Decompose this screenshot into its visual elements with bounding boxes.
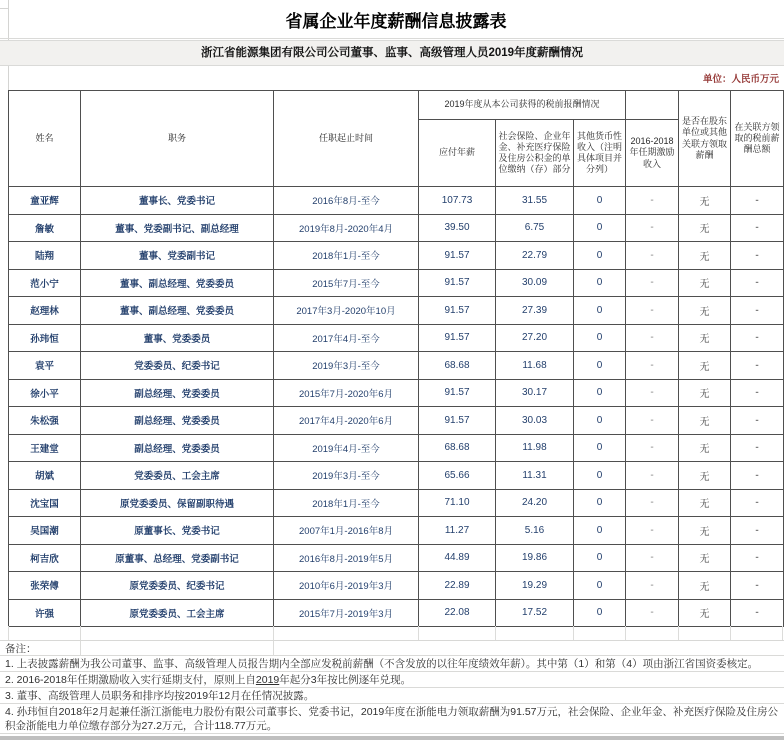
cell-insurance: 30.09 — [496, 269, 574, 297]
notes-label — [0, 641, 784, 656]
cell-position: 副总经理、党委委员 — [81, 434, 274, 462]
notes-label-text: 备注： — [5, 643, 37, 655]
cell-name: 沈宝国 — [9, 489, 81, 517]
cell-related-total: - — [731, 407, 784, 435]
cell-incentive: - — [626, 379, 679, 407]
cell-salary: 91.57 — [419, 242, 496, 270]
table-row — [9, 242, 784, 270]
cell-related-party: 无 — [679, 324, 731, 352]
cell-other-income: 0 — [574, 187, 626, 215]
table-row — [9, 572, 784, 600]
cell-related-total: - — [731, 544, 784, 572]
table-row — [9, 517, 784, 545]
cell-salary: 71.10 — [419, 489, 496, 517]
cell-related-party: 无 — [679, 544, 731, 572]
cell-related-party: 无 — [679, 572, 731, 600]
cell-term: 2019年4月-至今 — [274, 434, 419, 462]
table-row — [9, 214, 784, 242]
cell-name: 吴国潮 — [9, 517, 81, 545]
cell-other-income: 0 — [574, 572, 626, 600]
cell-name: 范小宁 — [9, 269, 81, 297]
page-title: 省属企业年度薪酬信息披露表 — [285, 12, 507, 31]
cell-insurance: 30.03 — [496, 407, 574, 435]
cell-position: 原党委委员、纪委书记 — [81, 572, 274, 600]
cell-insurance: 11.68 — [496, 352, 574, 380]
cell-term: 2017年3月-2020年10月 — [274, 297, 419, 325]
cell-position: 原党委委员、保留副职待遇 — [81, 489, 274, 517]
cell-position: 原董事长、党委书记 — [81, 517, 274, 545]
note-item-1 — [0, 656, 784, 672]
note-item-4 — [0, 704, 784, 734]
cell-incentive: - — [626, 269, 679, 297]
table-row — [9, 434, 784, 462]
cell-name: 赵理林 — [9, 297, 81, 325]
cell-insurance: 6.75 — [496, 214, 574, 242]
cell-position: 副总经理、党委委员 — [81, 407, 274, 435]
cell-related-total: - — [731, 242, 784, 270]
table-row — [9, 187, 784, 215]
cell-insurance: 24.20 — [496, 489, 574, 517]
header-position: 职务 — [81, 91, 274, 187]
cell-name: 孙玮恒 — [9, 324, 81, 352]
cell-position: 董事、党委副书记、副总经理 — [81, 214, 274, 242]
cell-incentive: - — [626, 572, 679, 600]
note-text: 年起分3年按比例逐年兑现。 — [279, 674, 412, 686]
cell-other-income: 0 — [574, 214, 626, 242]
table-row — [9, 297, 784, 325]
cell-incentive: - — [626, 544, 679, 572]
cell-other-income: 0 — [574, 297, 626, 325]
cell-related-party: 无 — [679, 434, 731, 462]
cell-term: 2019年8月-2020年4月 — [274, 214, 419, 242]
cell-other-income: 0 — [574, 462, 626, 490]
cell-related-total: - — [731, 462, 784, 490]
cell-name: 徐小平 — [9, 379, 81, 407]
cell-other-income: 0 — [574, 544, 626, 572]
cell-related-party: 无 — [679, 187, 731, 215]
cell-position: 董事、党委副书记 — [81, 242, 274, 270]
cell-term: 2015年7月-2019年3月 — [274, 599, 419, 627]
cell-incentive: - — [626, 434, 679, 462]
cell-name: 胡斌 — [9, 462, 81, 490]
cell-salary: 91.57 — [419, 297, 496, 325]
cell-salary: 11.27 — [419, 517, 496, 545]
corner-gridline — [0, 8, 8, 9]
cell-related-total: - — [731, 214, 784, 242]
cell-other-income: 0 — [574, 517, 626, 545]
cell-related-total: - — [731, 352, 784, 380]
cell-position: 原党委委员、工会主席 — [81, 599, 274, 627]
cell-insurance: 11.98 — [496, 434, 574, 462]
column-gridline — [418, 626, 419, 640]
cell-name: 张荣傅 — [9, 572, 81, 600]
cell-position: 党委委员、工会主席 — [81, 462, 274, 490]
cell-position: 董事、副总经理、党委委员 — [81, 269, 274, 297]
column-gridline — [678, 626, 679, 640]
cell-incentive: - — [626, 187, 679, 215]
cell-name: 许强 — [9, 599, 81, 627]
cell-salary: 91.57 — [419, 407, 496, 435]
cell-incentive: - — [626, 214, 679, 242]
cell-related-party: 无 — [679, 297, 731, 325]
unit-note: 单位：人民币万元 — [702, 74, 779, 85]
cell-related-total: - — [731, 434, 784, 462]
column-gridline — [573, 626, 574, 640]
note-text: 2. 2016-2018年任期激励收入实行延期支付，原则上自 — [5, 674, 256, 686]
cell-position: 董事长、党委书记 — [81, 187, 274, 215]
note-text: 1. 上表披露薪酬为我公司董事、监事、高级管理人员报告期内全部应发税前薪酬（不含发放的以往年度绩效年薪）。其中第（1）和第（4）项由浙江省国资委核定。 — [5, 658, 759, 670]
cell-term: 2018年1月-至今 — [274, 489, 419, 517]
header-insurance: 社会保险、企业年金、补充医疗保险及住房公积金的单位缴纳（存）部分 — [496, 120, 574, 187]
cell-salary: 107.73 — [419, 187, 496, 215]
cell-related-party: 无 — [679, 407, 731, 435]
table-row — [9, 352, 784, 380]
salary-table-body — [9, 187, 784, 627]
cell-incentive: - — [626, 462, 679, 490]
column-gridline — [495, 626, 496, 640]
cell-salary: 91.57 — [419, 379, 496, 407]
cell-insurance: 27.39 — [496, 297, 574, 325]
column-gridline — [273, 626, 274, 640]
cell-related-total: - — [731, 269, 784, 297]
cell-name: 朱松强 — [9, 407, 81, 435]
cell-related-total: - — [731, 599, 784, 627]
cell-position: 党委委员、纪委书记 — [81, 352, 274, 380]
note-text: 4. 孙玮恒自2018年2月起兼任浙江浙能电力股份有限公司董事长、党委书记，2019年度在浙能电力领取薪酬为91.57万元，社会保险、企业年金、补充医疗保险及住房公积金浙能电力单位缴存部分为27.2万元，合计118.77万元。 — [5, 706, 779, 732]
cell-insurance: 19.86 — [496, 544, 574, 572]
cell-related-party: 无 — [679, 379, 731, 407]
column-gridline — [80, 626, 81, 640]
header-pretax-group: 2019年度从本公司获得的税前报酬情况 — [419, 91, 626, 120]
column-gridline — [625, 626, 626, 640]
cell-related-party: 无 — [679, 352, 731, 380]
cell-term: 2017年4月-至今 — [274, 324, 419, 352]
bottom-scroll-strip — [0, 736, 784, 740]
cell-other-income: 0 — [574, 379, 626, 407]
cell-other-income: 0 — [574, 489, 626, 517]
cell-term: 2016年8月-2019年5月 — [274, 544, 419, 572]
cell-insurance: 22.79 — [496, 242, 574, 270]
table-row — [9, 544, 784, 572]
cell-insurance: 31.55 — [496, 187, 574, 215]
cell-position: 董事、副总经理、党委委员 — [81, 297, 274, 325]
cell-related-total: - — [731, 297, 784, 325]
column-gridline — [782, 626, 783, 640]
cell-salary: 65.66 — [419, 462, 496, 490]
header-term: 任职起止时间 — [274, 91, 419, 187]
cell-insurance: 30.17 — [496, 379, 574, 407]
header-related-total: 在关联方领取的税前薪酬总额 — [731, 91, 784, 187]
cell-position: 副总经理、党委委员 — [81, 379, 274, 407]
cell-related-total: - — [731, 324, 784, 352]
cell-term: 2015年7月-2020年6月 — [274, 379, 419, 407]
cell-name: 童亚辉 — [9, 187, 81, 215]
cell-other-income: 0 — [574, 434, 626, 462]
cell-term: 2018年1月-至今 — [274, 242, 419, 270]
cell-other-income: 0 — [574, 599, 626, 627]
cell-salary: 22.89 — [419, 572, 496, 600]
cell-salary: 39.50 — [419, 214, 496, 242]
cell-incentive: - — [626, 489, 679, 517]
table-row — [9, 324, 784, 352]
cell-related-total: - — [731, 187, 784, 215]
cell-related-total: - — [731, 517, 784, 545]
cell-related-party: 无 — [679, 462, 731, 490]
cell-insurance: 17.52 — [496, 599, 574, 627]
salary-table-header — [9, 91, 784, 187]
cell-name: 陆翔 — [9, 242, 81, 270]
table-row — [9, 599, 784, 627]
cell-related-party: 无 — [679, 214, 731, 242]
column-gridline — [730, 626, 731, 640]
cell-related-total: - — [731, 379, 784, 407]
cell-incentive: - — [626, 242, 679, 270]
cell-term: 2007年1月-2016年8月 — [274, 517, 419, 545]
cell-position: 原董事、总经理、党委副书记 — [81, 544, 274, 572]
cell-related-party: 无 — [679, 269, 731, 297]
cell-name: 袁平 — [9, 352, 81, 380]
cell-related-party: 无 — [679, 489, 731, 517]
cell-related-total: - — [731, 572, 784, 600]
cell-related-party: 无 — [679, 599, 731, 627]
table-row — [9, 379, 784, 407]
cell-term: 2019年3月-至今 — [274, 462, 419, 490]
table-bottom-gap-row — [0, 626, 784, 641]
cell-related-total: - — [731, 489, 784, 517]
cell-name: 柯吉欣 — [9, 544, 81, 572]
cell-other-income: 0 — [574, 269, 626, 297]
cell-term: 2010年6月-2019年3月 — [274, 572, 419, 600]
cell-salary: 68.68 — [419, 352, 496, 380]
note-text: 3. 董事、高级管理人员职务和排序均按2019年12月在任情况披露。 — [5, 690, 315, 702]
table-row — [9, 489, 784, 517]
header-salary: 应付年薪 — [419, 120, 496, 187]
cell-name: 王建堂 — [9, 434, 81, 462]
cell-position: 董事、党委委员 — [81, 324, 274, 352]
cell-other-income: 0 — [574, 242, 626, 270]
cell-term: 2019年3月-至今 — [274, 352, 419, 380]
cell-incentive: - — [626, 517, 679, 545]
cell-other-income: 0 — [574, 407, 626, 435]
cell-related-party: 无 — [679, 517, 731, 545]
page-subtitle: 浙江省能源集团有限公司公司董事、监事、高级管理人员2019年度薪酬情况 — [0, 40, 784, 66]
cell-other-income: 0 — [574, 324, 626, 352]
header-empty-cell — [626, 91, 679, 120]
cell-term: 2017年4月-2020年6月 — [274, 407, 419, 435]
header-related-party: 是否在股东单位或其他关联方领取薪酬 — [679, 91, 731, 187]
note-item-3 — [0, 688, 784, 704]
cell-incentive: - — [626, 297, 679, 325]
cell-salary: 91.57 — [419, 269, 496, 297]
cell-term: 2015年7月-至今 — [274, 269, 419, 297]
cell-insurance: 19.29 — [496, 572, 574, 600]
cell-other-income: 0 — [574, 352, 626, 380]
cell-salary: 68.68 — [419, 434, 496, 462]
table-row — [9, 269, 784, 297]
cell-salary: 44.89 — [419, 544, 496, 572]
cell-insurance: 27.20 — [496, 324, 574, 352]
table-row — [9, 462, 784, 490]
notes-gridline — [273, 641, 274, 656]
title-bottom-gridline — [0, 38, 784, 39]
notes-gridline — [80, 641, 81, 656]
cell-salary: 91.57 — [419, 324, 496, 352]
cell-incentive: - — [626, 599, 679, 627]
notes-section — [0, 641, 784, 734]
note-item-2 — [0, 672, 784, 688]
cell-term: 2016年8月-至今 — [274, 187, 419, 215]
table-row — [9, 407, 784, 435]
note-year-link[interactable]: 2019 — [255, 674, 280, 686]
cell-name: 詹敏 — [9, 214, 81, 242]
cell-salary: 22.08 — [419, 599, 496, 627]
cell-incentive: - — [626, 324, 679, 352]
cell-related-party: 无 — [679, 242, 731, 270]
header-other-income: 其他货币性收入（注明具体项目并分列） — [574, 120, 626, 187]
column-gridline — [8, 626, 9, 640]
cell-insurance: 5.16 — [496, 517, 574, 545]
salary-table — [8, 90, 784, 627]
cell-insurance: 11.31 — [496, 462, 574, 490]
header-incentive: 2016-2018年任期激励收入 — [626, 120, 679, 187]
cell-incentive: - — [626, 407, 679, 435]
header-name: 姓名 — [9, 91, 81, 187]
cell-incentive: - — [626, 352, 679, 380]
